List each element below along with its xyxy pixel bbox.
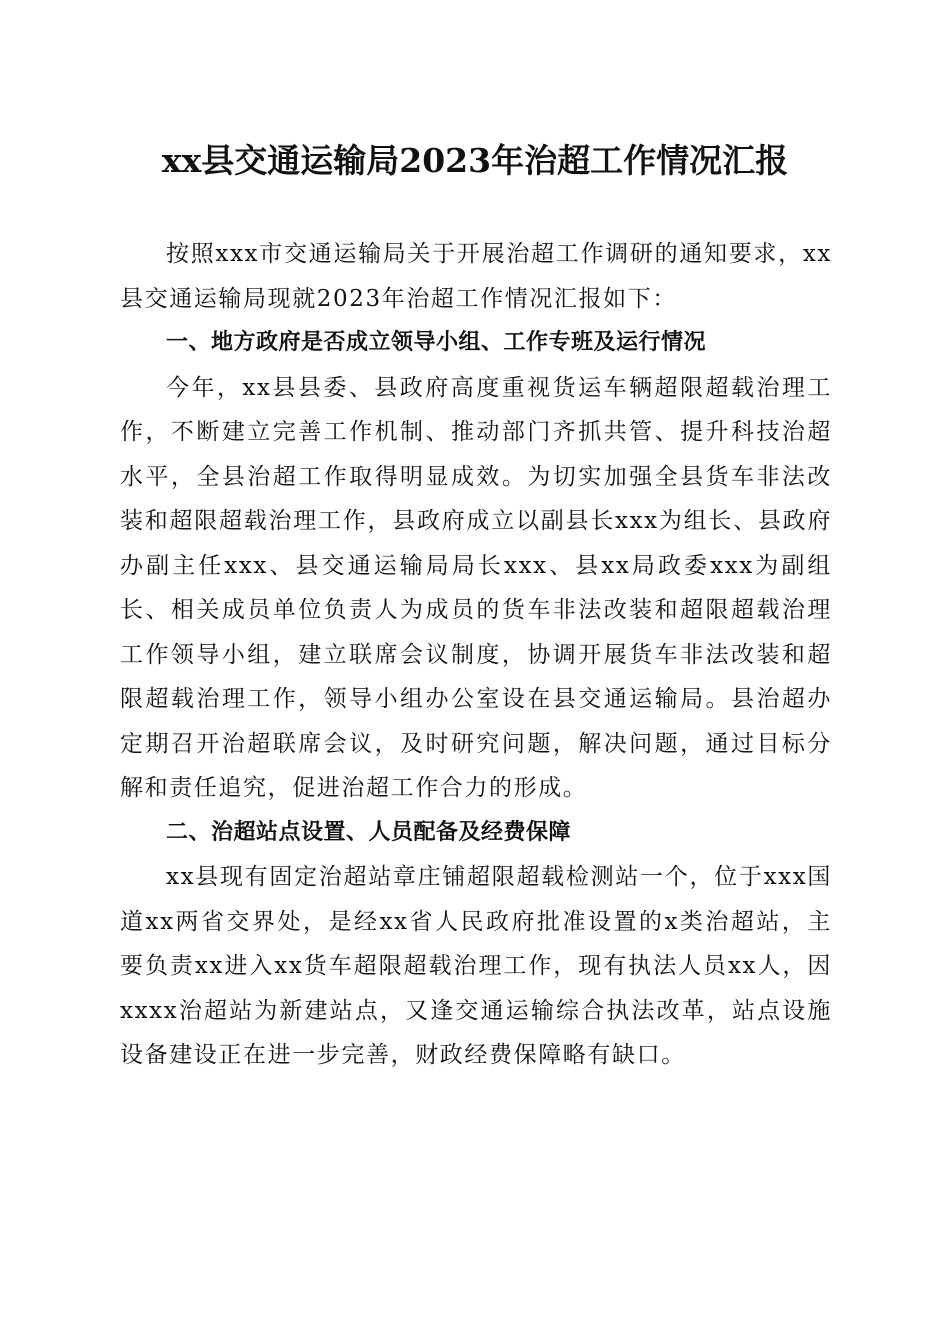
section-2-heading: 二、治超站点设置、人员配备及经费保障 [166,819,572,845]
section-1-heading: 一、地方政府是否成立领导小组、工作专班及运行情况 [166,330,707,355]
intro-paragraph: 按照xxx市交通运输局关于开展治超工作调研的通知要求，xx县交通运输局现就2023年治超工作情况汇报如下： [120,241,832,312]
document-title: xx县交通运输局2023年治超工作情况汇报 [161,141,789,180]
section-1-paragraph: 今年，xx县县委、县政府高度重视货运车辆超限超载治理工作，不断建立完善工作机制、推动部门齐抓共管、提升科技治超水平，全县治超工作取得明显成效。为切实加强全县货车非法改装和超限超载治理工作，县政府成立以副县长xxx为组长、县政府办副主任xxx、县交通运输局局长xxx、县xx局政委xxx为副组长、相关成员单位负责人为成员的货车非法改装和超限超载治理工作领导小组，建立联席会议制度，协调开展货车非法改装和超限超载治理工作，领导小组办公室设在县交通运输局。县治超办定期召开治超联席会议，及时研究问题，解决问题，通过目标分解和责任追究，促进治超工作合力的形成。 [120,374,832,801]
section-2-paragraph: xx县现有固定治超站章庄铺超限超载检测站一个，位于xxx国道xx两省交界处，是经xx省人民政府批准设置的x类治超站，主要负责xx进入xx货车超限超载治理工作，现有执法人员xx人，因xxxx治超站为新建站点，又逢交通运输综合执法改革，站点设施设备建设正在进一步完善，财政经费保障略有缺口。 [120,864,832,1068]
document-body [120,232,832,1078]
